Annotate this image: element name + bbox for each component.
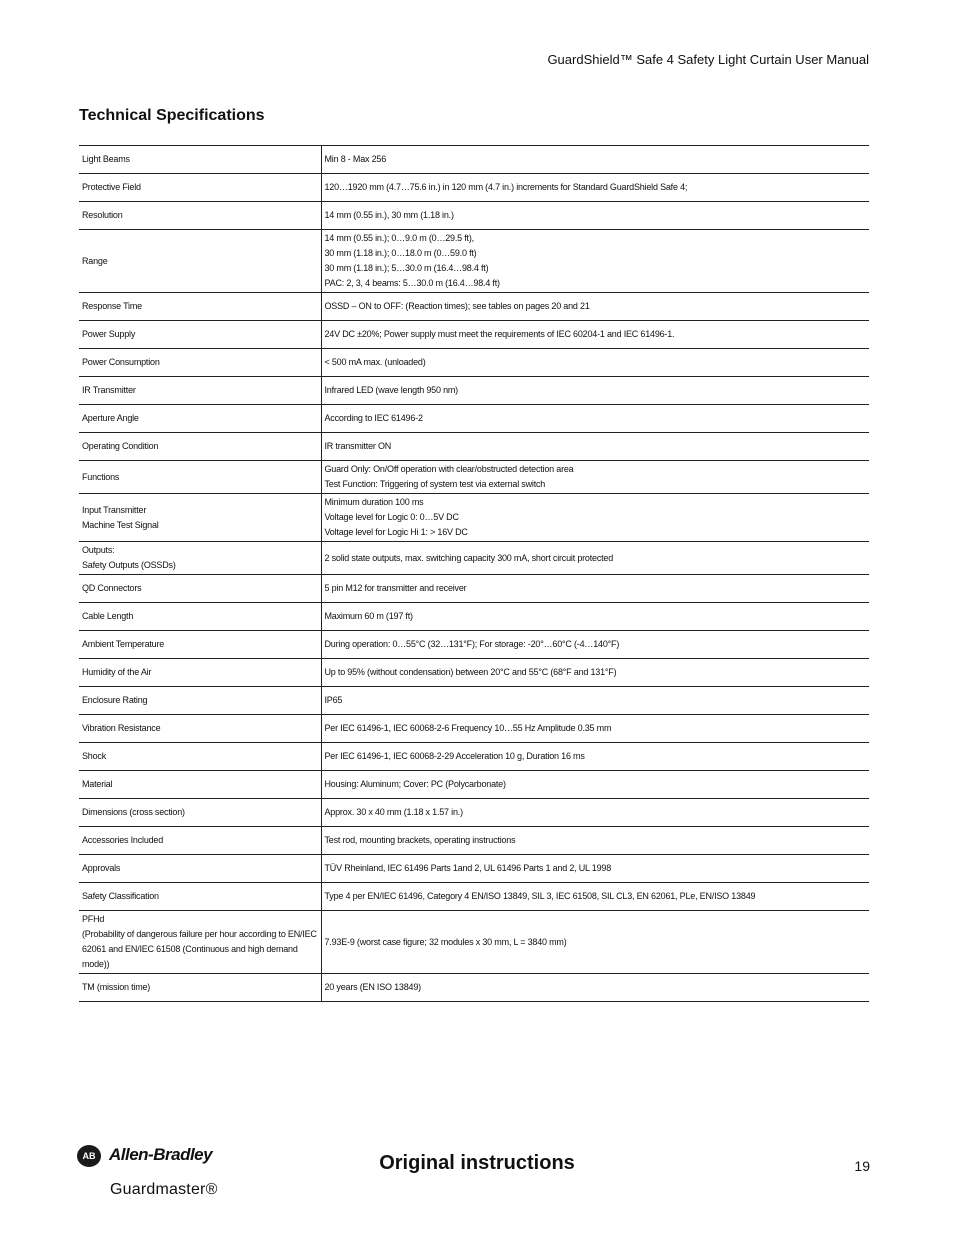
spec-value: Type 4 per EN/IEC 61496, Category 4 EN/ISO 13849, SIL 3, IEC 61508, SIL CL3, EN 62061, PLe, EN/ISO 13849 — [321, 883, 869, 911]
sub-brand-name: Guardmaster® — [110, 1181, 218, 1198]
spec-value: Housing: Aluminum; Cover: PC (Polycarbonate) — [321, 771, 869, 799]
table-row — [79, 230, 869, 293]
spec-label: Power Consumption — [82, 357, 160, 367]
spec-label: Input Transmitter Machine Test Signal — [82, 504, 159, 530]
table-row — [79, 883, 869, 911]
spec-value: 24V DC ±20%; Power supply must meet the requirements of IEC 60204-1 and IEC 61496-1. — [321, 321, 869, 349]
table-row — [79, 293, 869, 321]
spec-label: QD Connectors — [82, 583, 142, 593]
spec-label: Ambient Temperature — [82, 639, 165, 649]
spec-label: Functions — [82, 471, 120, 482]
spec-table — [79, 145, 869, 1002]
table-row — [79, 631, 869, 659]
table-row — [79, 542, 869, 575]
running-header: GuardShield™ Safe 4 Safety Light Curtain User Manual — [547, 52, 869, 67]
spec-label: Approvals — [82, 863, 121, 873]
spec-value: Guard Only: On/Off operation with clear/obstructed detection area Test Function: Triggering of system test via external switch — [321, 461, 869, 494]
spec-value: Minimum duration 100 ms Voltage level for Logic 0: 0…5V DC Voltage level for Logic Hi 1: > 16V DC — [321, 494, 869, 542]
spec-label: Light Beams — [82, 154, 130, 164]
spec-value: Up to 95% (without condensation) between 20°C and 55°C (68°F and 131°F) — [321, 659, 869, 687]
spec-label: PFHd (Probability of dangerous failure per hour according to EN/IEC 62061 and EN/IEC 61508 (Continuous and high demand mode)) — [82, 914, 317, 969]
spec-value: 7.93E-9 (worst case figure; 32 modules x 30 mm, L = 3840 mm) — [321, 911, 869, 974]
spec-label: Shock — [82, 751, 107, 761]
table-row — [79, 405, 869, 433]
section-title: Technical Specifications — [79, 107, 265, 124]
spec-label: Cable Length — [82, 611, 134, 621]
spec-label: Material — [82, 779, 113, 789]
spec-value: Per IEC 61496-1, IEC 60068-2-6 Frequency 10…55 Hz Amplitude 0.35 mm — [321, 715, 869, 743]
spec-value: 20 years (EN ISO 13849) — [321, 974, 869, 1002]
spec-value: According to IEC 61496-2 — [321, 405, 869, 433]
table-row — [79, 687, 869, 715]
table-row — [79, 799, 869, 827]
spec-value: Maximum 60 m (197 ft) — [321, 603, 869, 631]
table-row — [79, 349, 869, 377]
original-instructions-notice: Original instructions — [379, 1152, 575, 1174]
spec-label: Response Time — [82, 301, 142, 311]
table-row — [79, 911, 869, 974]
spec-value: During operation: 0…55°C (32…131°F); For storage: -20°…60°C (-4…140°F) — [321, 631, 869, 659]
spec-label: Operating Condition — [82, 441, 159, 451]
table-row — [79, 461, 869, 494]
table-row — [79, 743, 869, 771]
spec-value: IR transmitter ON — [321, 433, 869, 461]
table-row — [79, 855, 869, 883]
spec-label: Humidity of the Air — [82, 667, 152, 677]
spec-label: Power Supply — [82, 329, 136, 339]
spec-label: Protective Field — [82, 182, 141, 192]
spec-label: Dimensions (cross section) — [82, 807, 185, 817]
spec-value: Infrared LED (wave length 950 nm) — [321, 377, 869, 405]
spec-value: TÜV Rheinland, IEC 61496 Parts 1and 2, UL 61496 Parts 1 and 2, UL 1998 — [321, 855, 869, 883]
allen-bradley-badge-icon: AB — [77, 1145, 101, 1167]
spec-value: IP65 — [321, 687, 869, 715]
spec-label: Resolution — [82, 210, 123, 220]
table-row — [79, 659, 869, 687]
spec-label: Vibration Resistance — [82, 723, 161, 733]
spec-label: Outputs: Safety Outputs (OSSDs) — [82, 545, 176, 570]
spec-value: 14 mm (0.55 in.), 30 mm (1.18 in.) — [321, 202, 869, 230]
spec-value: < 500 mA max. (unloaded) — [321, 349, 869, 377]
table-row — [79, 174, 869, 202]
spec-value: 120…1920 mm (4.7…75.6 in.) in 120 mm (4.7 in.) increments for Standard GuardShield Safe 4; — [321, 174, 869, 202]
page-number: 19 — [854, 1158, 870, 1174]
spec-value: 14 mm (0.55 in.); 0…9.0 m (0…29.5 ft), 30 mm (1.18 in.); 0…18.0 m (0…59.0 ft) 30 mm (1.18 in.); 5…30.0 m (16.4…98.4 ft) PAC: 2, 3, 4 beams: 5…30.0 m (16.4…98.4 ft) — [321, 230, 869, 293]
table-row — [79, 771, 869, 799]
spec-value: Approx. 30 x 40 mm (1.18 x 1.57 in.) — [321, 799, 869, 827]
table-row — [79, 146, 869, 174]
spec-label: TM (mission time) — [82, 982, 151, 992]
brand-name: Allen-Bradley — [109, 1145, 213, 1164]
table-row — [79, 575, 869, 603]
spec-value: OSSD – ON to OFF: (Reaction times); see tables on pages 20 and 21 — [321, 293, 869, 321]
spec-value: Min 8 - Max 256 — [321, 146, 869, 174]
spec-label: Accessories Included — [82, 835, 164, 845]
table-row — [79, 715, 869, 743]
table-row — [79, 433, 869, 461]
table-row — [79, 974, 869, 1002]
spec-value: Test rod, mounting brackets, operating instructions — [321, 827, 869, 855]
spec-label: Enclosure Rating — [82, 695, 148, 705]
spec-value: 2 solid state outputs, max. switching capacity 300 mA, short circuit protected — [321, 542, 869, 575]
spec-value: 5 pin M12 for transmitter and receiver — [321, 575, 869, 603]
table-row — [79, 827, 869, 855]
spec-label: Range — [82, 255, 108, 266]
table-row — [79, 603, 869, 631]
spec-value: Per IEC 61496-1, IEC 60068-2-29 Acceleration 10 g, Duration 16 ms — [321, 743, 869, 771]
table-row — [79, 321, 869, 349]
spec-label: Aperture Angle — [82, 413, 139, 423]
spec-label: IR Transmitter — [82, 385, 136, 395]
spec-label: Safety Classification — [82, 891, 159, 901]
table-row — [79, 202, 869, 230]
table-row — [79, 377, 869, 405]
table-row — [79, 494, 869, 542]
